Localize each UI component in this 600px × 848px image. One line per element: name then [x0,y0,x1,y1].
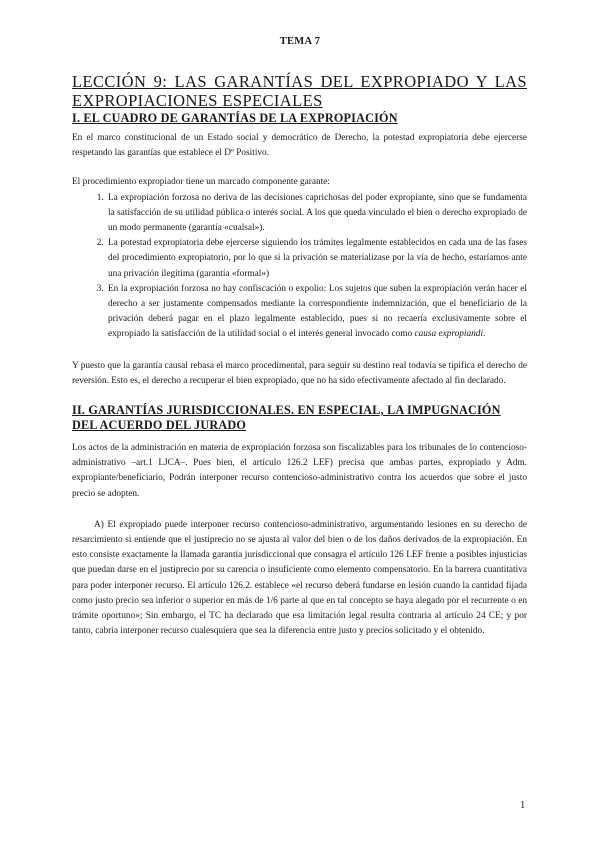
section-2-paragraph-1: Los actos de la administración en materia de expropiación forzosa son fiscalizables para los tribunales de lo contencioso-administrativo –art.1 LJCA–. Pues bien, el artículo 126.2 LEF) precisa que ambas partes, expropiado y Adm. expropiante/beneficiario, Podrán interponer recurso contencioso-administrativo contra los acuerdos que sobre el justo precio se adopten. [72,443,527,499]
list-item: 1. La expropiación forzosa no deriva de las decisiones caprichosas del poder expropiante, sino que se fundamenta la satisfacción de su utilidad pública o interés social. A los que queda vinculado el bien o derecho expropiado de un modo permanente (garantía «cualsal»). [106,191,527,237]
section-2-heading: II. GARANTÍAS JURISDICCIONALES. EN ESPECIAL, LA IMPUGNACIÓN DEL ACUERDO DEL JURADO [72,403,501,433]
section-2-paragraph-2: A) El expropiado puede interponer recurso contencioso-administrativo, argumentando lesiones en su derecho de resarcimiento si entiende que el justiprecio no se ajusta al valor del bien o de los daños derivados de la expropiación. En esto consiste exactamente la llamada garantía jurisdiccional que consagra el artículo 126 LEF frente a posibles injusticias que puedan darse en el justiprecio por su carencia o insuficiente como elemento compensatorio. En la barrera cuantitativa para poder interponer recurso. El artículo 126.2. establece «el recurso deberá fundarse en lesión cuando la cantidad fijada como justo precio sea inferior o superior en más de 1/6 parte al que en tal concepto se haya alegado por el recurrente o en trámite oportuno»; Sin embargo, el TC ha declarado que esa limitación legal resulta contraria al artículo 24 CE; y por tanto, cabría interponer recurso cualesquiera que sea la diferencia entre justo y precios solicitado y el obtenido. [72,519,527,637]
list-item: 2. La potestad expropiatoria debe ejercerse siguiendo los trámites legalmente establecidos en cada una de las fases del procedimiento expropiatorio, por lo que si la privación se materializase por la vía de hecho, estaríamos ante una privación ilegítima (garantía «formal») [106,236,527,282]
list-item-end: . [483,329,486,340]
section-1-paragraph-1: En el marco constitucional de un Estado social y democrático de Derecho, la potestad expropiatoria debe ejercerse respetando las garantías que establece el Dº Positivo. [72,133,527,159]
document-body [72,72,527,639]
section-1-paragraph-3: Y puesto que la garantía causal rebasa el marco procedimental, para seguir su destino real todavía se tipifica el derecho de reversión. Esto es, el derecho a recuperar el bien expropiado, que no ha sido efectivamente afectado al fin declarado. [72,360,527,386]
list-item [106,282,527,343]
list-item-text: En la expropiación forzosa no hay confiscación o expolio: Los sujetos que suben la expropiación verán hacer el derecho a ser justamente compensados mediante la correspondiente indemnización, que el beneficiario de la privación deberá pagar en el plazo legalmente establecido, pues si no recaería exclusivamente sobre el expropiado la satisfacción de la utilidad social o el interés general invocado como [108,283,527,340]
section-1-paragraph-2: El procedimiento expropiador tiene un marcado componente garante: [72,177,330,188]
list-item-italic-term: causa expropiandi [414,329,484,340]
section-1-heading: I. EL CUADRO DE GARANTÍAS DE LA EXPROPIACIÓN [72,111,398,125]
page-header: TEMA 7 [279,36,321,47]
lesson-title: LECCIÓN 9: LAS GARANTÍAS DEL EXPROPIADO Y LAS EXPROPIACIONES ESPECIALES [72,72,527,110]
page-number: 1 [520,800,526,811]
guarantees-list [72,191,527,343]
